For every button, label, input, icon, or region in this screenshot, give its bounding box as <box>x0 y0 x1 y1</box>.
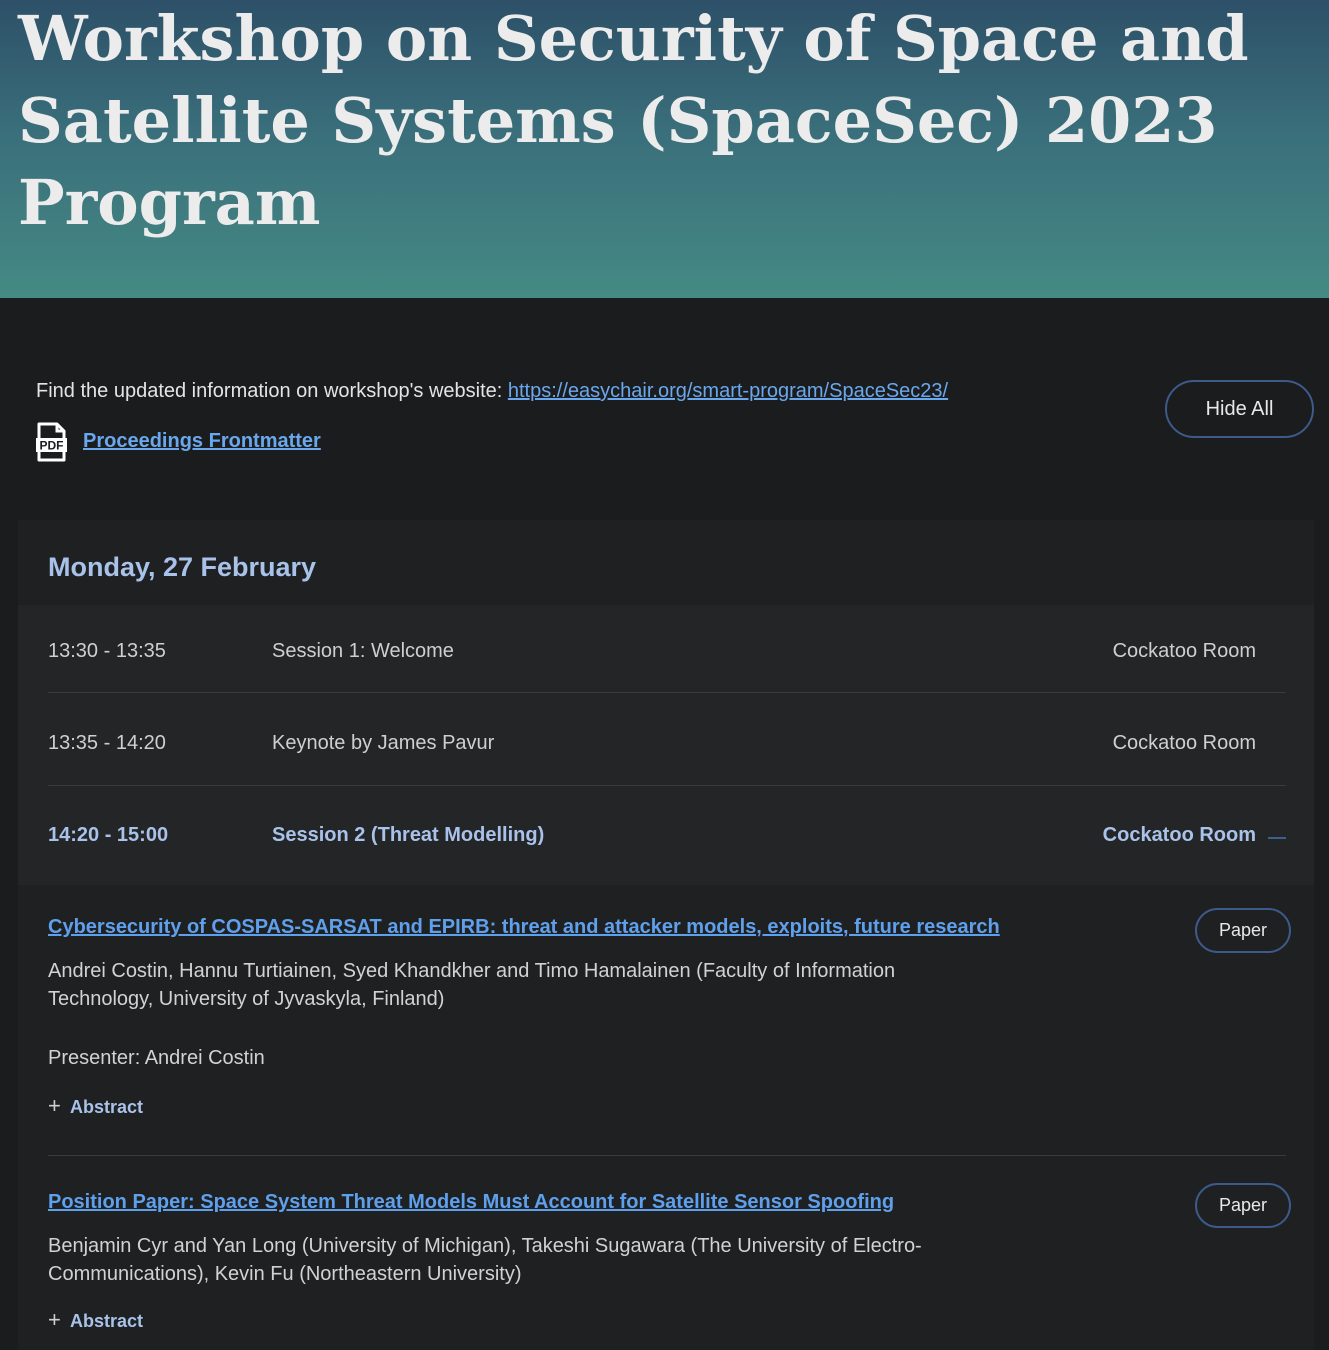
session-time: 13:35 - 14:20 <box>48 732 166 754</box>
notice-text: Find the updated information on workshop's website: <box>36 380 508 402</box>
paper-title-link[interactable]: Position Paper: Space System Threat Models Must Account for Satellite Sensor Spoofing <box>48 1191 895 1213</box>
paper-presenter: Presenter: Andrei Costin <box>48 1047 265 1069</box>
plus-icon: + <box>48 1307 61 1332</box>
divider <box>48 1155 1286 1156</box>
session-row-expanded[interactable] <box>48 824 1286 916</box>
hide-all-button[interactable]: Hide All <box>1165 380 1314 438</box>
session-title: Keynote by James Pavur <box>272 732 495 754</box>
divider <box>48 692 1286 693</box>
session-title: Session 1: Welcome <box>272 640 454 662</box>
session-room: Cockatoo Room <box>1112 640 1256 662</box>
session-time: 13:30 - 13:35 <box>48 640 166 662</box>
session-title: Session 2 (Threat Modelling) <box>272 824 545 846</box>
plus-icon: + <box>48 1093 61 1118</box>
proceedings-frontmatter-link[interactable]: Proceedings Frontmatter <box>83 430 321 452</box>
abstract-toggle[interactable] <box>48 1093 143 1119</box>
svg-text:PDF: PDF <box>39 438 64 453</box>
paper-authors: Benjamin Cyr and Yan Long (University of Michigan), Takeshi Sugawara (The University of Electro-Communications), Kevin Fu (Northeastern University) <box>48 1235 922 1285</box>
session-room: Cockatoo Room <box>1112 732 1256 754</box>
session-room: Cockatoo Room <box>1102 824 1256 846</box>
page-header <box>0 0 1329 298</box>
paper-title-link[interactable]: Cybersecurity of COSPAS-SARSAT and EPIRB: threat and attacker models, exploits, future research <box>48 916 1000 938</box>
paper-button[interactable]: Paper <box>1195 908 1291 953</box>
abstract-label: Abstract <box>70 1097 144 1117</box>
collapse-icon[interactable] <box>1268 837 1286 839</box>
session-time: 14:20 - 15:00 <box>48 824 169 846</box>
paper-button[interactable]: Paper <box>1195 1183 1291 1228</box>
abstract-toggle[interactable] <box>48 1307 143 1333</box>
abstract-label: Abstract <box>70 1311 144 1331</box>
website-link[interactable]: https://easychair.org/smart-program/SpaceSec23/ <box>507 380 949 402</box>
website-notice <box>36 380 948 403</box>
day-title: Monday, 27 February <box>48 552 317 582</box>
session-row[interactable] <box>48 640 1286 732</box>
divider <box>48 785 1286 786</box>
paper-authors: Andrei Costin, Hannu Turtiainen, Syed Khandkher and Timo Hamalainen (Faculty of Information Technology, University of Jyvaskyla, Finland) <box>48 960 896 1010</box>
page-title: Workshop on Security of Space and Satellite Systems (SpaceSec) 2023 Program <box>18 2 1249 239</box>
session-row[interactable] <box>48 732 1286 824</box>
pdf-icon[interactable] <box>36 421 67 463</box>
